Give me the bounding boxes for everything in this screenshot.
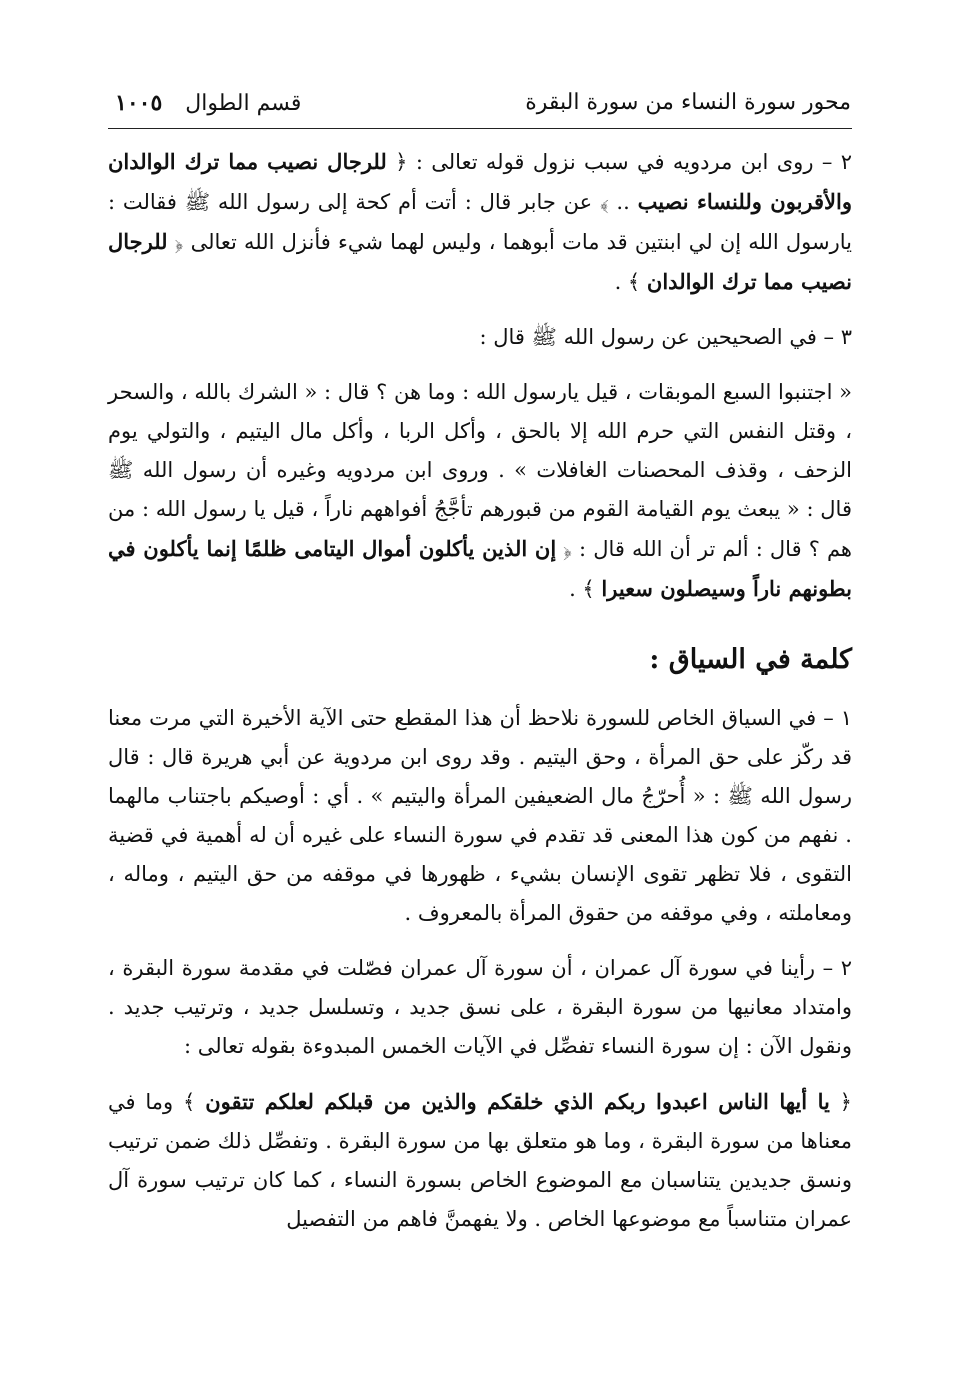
paragraph <box>108 1082 852 1239</box>
paragraph-spacer <box>108 609 852 637</box>
header-section: قسم الطوال <box>185 91 302 116</box>
header-section-and-page <box>115 90 301 116</box>
paragraph-spacer <box>108 933 852 949</box>
text-run: ﴿ <box>829 1090 852 1114</box>
quran-verse-text: كلمة في السياق : <box>649 644 852 675</box>
text-run: « اجتنبوا السبع الموبقات ، قيل يارسول الله : وما هن ؟ قال : « الشرك بالله ، والسحر ، وقتل النفس التي حرم الله إلا بالحق ، وأكل الربا ، وأكل مال اليتيم ، والتولي يوم الزحف ، وقذف المحصنات الغافلات » . وروى ابن مردويه وغيره أن رسول الله ﷺ قال : « يبعث يوم القيامة القوم من قبورهم تأجَّجُ أفواههم ناراً ، قيل يا رسول الله : من هم ؟ قال : ألم تر أن الله قال : ﴿ <box>108 380 853 561</box>
text-run: ﴾ وما في معناها من سورة البقرة ، وما هو متعلق بها من سورة البقرة . وتفصِّل ذلك ضمن ترتيب ونسق جديدين يتناسبان مع الموضوع الخاص بسورة النساء ، كما كان ترتيب سورة آل عمران متناسباً مع موضوعها الخاص . ولا يفهمنَّ فاهم من التفصيل <box>108 1090 852 1231</box>
paragraph-spacer <box>108 683 852 699</box>
quran-verse-text: للرجال نصيب مما ترك الوالدان والأقربون وللنساء نصيب <box>108 149 852 214</box>
text-run: ٢ – روى ابن مردويه في سبب نزول قوله تعالى : ﴿ <box>386 150 852 174</box>
quran-verse-text: للرجال نصيب مما ترك الوالدان <box>108 229 852 294</box>
running-header <box>115 80 851 120</box>
paragraph-spacer <box>108 357 852 373</box>
quran-verse-text: إن الذين يأكلون أموال اليتامى ظلمًا إنما يأكلون في بطونهم ناراً وسيصلون سعيرا <box>108 536 852 601</box>
paragraph <box>108 318 852 357</box>
text-run: ﴾ . <box>569 577 602 601</box>
text-run: ٣ – في الصحيحين عن رسول الله ﷺ قال : <box>479 325 852 349</box>
header-divider <box>108 128 852 129</box>
paragraph <box>108 949 852 1066</box>
text-run: ﴾ . <box>614 270 647 294</box>
paragraph <box>108 699 852 933</box>
page-body <box>108 142 852 1239</box>
paragraph-spacer <box>108 1066 852 1082</box>
paragraph <box>108 142 852 302</box>
paragraph-spacer <box>108 302 852 318</box>
text-run: ٢ – رأينا في سورة آل عمران ، أن سورة آل عمران فصّلت في مقدمة سورة البقرة ، وامتداد معانيها من سورة البقرة ، على نسق جديد ، وتسلسل جديد ، وترتيب جديد . ونقول الآن : إن سورة النساء تفصِّل في الآيات الخمس المبدوءة بقوله تعالى : <box>108 956 852 1058</box>
page-number: ١٠٠٥ <box>115 90 163 116</box>
header-chapter-title: محور سورة النساء من سورة البقرة <box>525 90 851 115</box>
text-run: .. ﴾ عن جابر قال : أتت أم كحة إلى رسول الله ﷺ فقالت : يارسول الله إن لي ابنتين قد مات أبوهما ، وليس لهما شيء فأنزل الله تعالى ﴿ <box>108 190 852 254</box>
text-run: ١ – في السياق الخاص للسورة نلاحظ أن هذا المقطع حتى الآية الأخيرة التي مرت معنا قد ركّز على حق المرأة ، وحق اليتيم . وقد روى ابن مردوية عن أبي هريرة قال : قال رسول الله ﷺ : « أُحرّجُ مال الضعيفين المرأة واليتيم » . أي : أوصيكم باجتناب مالهما . نفهم من كون هذا المعنى قد تقدم في سورة النساء على غيره أن له أهمية في قضية التقوى ، فلا تظهر تقوى الإنسان بشيء ، ظهورها في موقفه من حق اليتيم ، وماله ، ومعاملته ، وفي موقفه من حقوق المرأة بالمعروف . <box>108 706 852 925</box>
section-heading <box>108 637 852 683</box>
paragraph <box>108 373 852 609</box>
quran-verse-text: يا أيها الناس اعبدوا ربكم الذي خلقكم والذين من قبلكم لعلكم تتقون <box>205 1089 830 1114</box>
